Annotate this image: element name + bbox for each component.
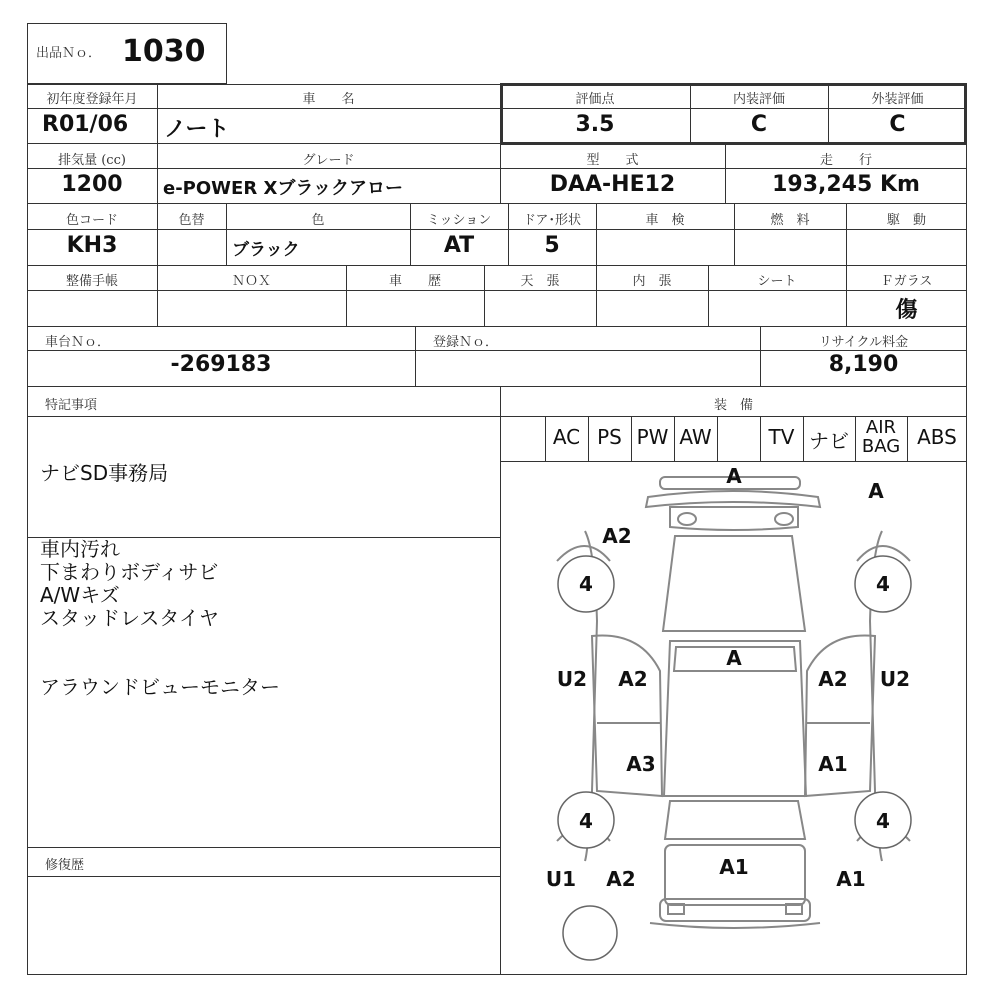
equipment-item: ABS <box>917 425 957 449</box>
special-notes-top: ナビSD事務局 <box>40 461 169 485</box>
special-notes-label: 特記事項 <box>45 398 98 413</box>
model-label: 型 式 <box>586 153 639 168</box>
mark-tire-rr: 4 <box>876 809 890 833</box>
door-shape-label: ドア･形状 <box>522 213 582 228</box>
mark-left-quarter: U1 <box>545 867 577 891</box>
equipment-item: PS <box>597 425 622 449</box>
lot-number-box <box>27 23 227 84</box>
drive-label: 駆 動 <box>886 213 926 228</box>
interior-grade-label: 内装評価 <box>732 92 785 107</box>
mileage-value: 193,245 Km <box>772 172 920 197</box>
mark-windshield-left: A2 <box>602 524 632 548</box>
first-registration-value: R01/06 <box>42 112 129 137</box>
equipment-item: AC <box>552 425 581 449</box>
mark-tire-rl: 4 <box>579 809 593 833</box>
exterior-grade-label: 外装評価 <box>871 92 924 107</box>
transmission-label: ミッション <box>426 213 492 228</box>
score-label: 評価点 <box>575 92 615 107</box>
mark-left-rear: A2 <box>606 867 636 891</box>
mark-tire-fr: 4 <box>876 572 890 596</box>
equipment-item: AW <box>679 425 712 449</box>
mark-left-fender: U2 <box>556 667 588 691</box>
first-registration-label: 初年度登録年月 <box>46 92 138 107</box>
mark-right-front-door: A2 <box>818 667 848 691</box>
lot-number-label: 出品Ｎｏ． <box>36 46 102 61</box>
transmission-value: AT <box>443 233 475 258</box>
mark-tire-fl: 4 <box>579 572 593 596</box>
mark-front-right-corner: A <box>868 479 884 503</box>
chassis-no-label: 車台Ｎｏ． <box>45 335 111 350</box>
nox-label: ＮＯＸ <box>231 274 271 289</box>
equipment-item: ナビ <box>809 429 849 453</box>
color-code-label: 色コード <box>65 213 118 228</box>
mark-left-rear-door: A3 <box>626 752 656 776</box>
recycle-fee-label: リサイクル料金 <box>818 335 909 350</box>
interior-grade-value: C <box>750 112 768 137</box>
car-name-label: 車 名 <box>302 92 355 107</box>
mark-roof: A <box>726 646 742 670</box>
maintenance-book-label: 整備手帳 <box>65 274 118 289</box>
registration-no-label: 登録Ｎｏ． <box>433 335 499 350</box>
color-code-value: KH3 <box>66 233 118 258</box>
mark-rear-hatch: A1 <box>719 855 749 879</box>
equipment-item: PW <box>636 425 669 449</box>
car-name-value: ノート <box>164 117 230 142</box>
equipment-label: 装 備 <box>713 398 753 413</box>
score-value: 3.5 <box>575 112 615 137</box>
mark-right-rear: A1 <box>836 867 866 891</box>
recycle-fee-value: 8,190 <box>828 352 899 377</box>
mark-right-rear-door: A1 <box>818 752 848 776</box>
recolor-label: 色替 <box>178 213 205 228</box>
equipment-item: TV <box>768 425 795 449</box>
color-label: 色 <box>311 213 325 228</box>
displacement-label: 排気量 (cc) <box>58 153 126 168</box>
special-notes-list: 車内汚れ 下まわりボディサビ A/Wキズ スタッドレスタイヤ アラウンドビューモニター <box>40 537 280 699</box>
seat-label: シート <box>757 274 797 289</box>
grade-label: グレード <box>302 153 355 168</box>
displacement-value: 1200 <box>61 172 123 197</box>
equipment-item: AIR BAG <box>861 417 901 457</box>
grade-value: e-POWER Xブラックアロー <box>163 178 403 199</box>
car-damage-diagram <box>500 461 967 975</box>
door-shape-value: 5 <box>544 233 560 258</box>
exterior-grade-value: C <box>889 112 906 137</box>
inner-lining-label: 内 張 <box>632 274 672 289</box>
mark-right-fender: U2 <box>879 667 911 691</box>
car-history-label: 車 歴 <box>388 274 441 289</box>
color-value: ブラック <box>232 240 300 260</box>
fuel-label: 燃 料 <box>770 213 810 228</box>
lot-number-value: 1030 <box>122 34 206 69</box>
mileage-label: 走 行 <box>819 153 872 168</box>
roof-lining-label: 天 張 <box>520 274 560 289</box>
mark-front-bumper: A <box>726 464 742 488</box>
front-glass-label: Ｆガラス <box>880 274 933 289</box>
front-glass-value: 傷 <box>895 298 918 323</box>
inspection-label: 車 検 <box>645 213 685 228</box>
repair-history-label: 修復歴 <box>45 858 85 873</box>
equipment-row <box>500 416 967 461</box>
chassis-no-value: -269183 <box>170 352 272 377</box>
mark-left-front-door: A2 <box>618 667 648 691</box>
model-value: DAA-HE12 <box>549 172 676 197</box>
